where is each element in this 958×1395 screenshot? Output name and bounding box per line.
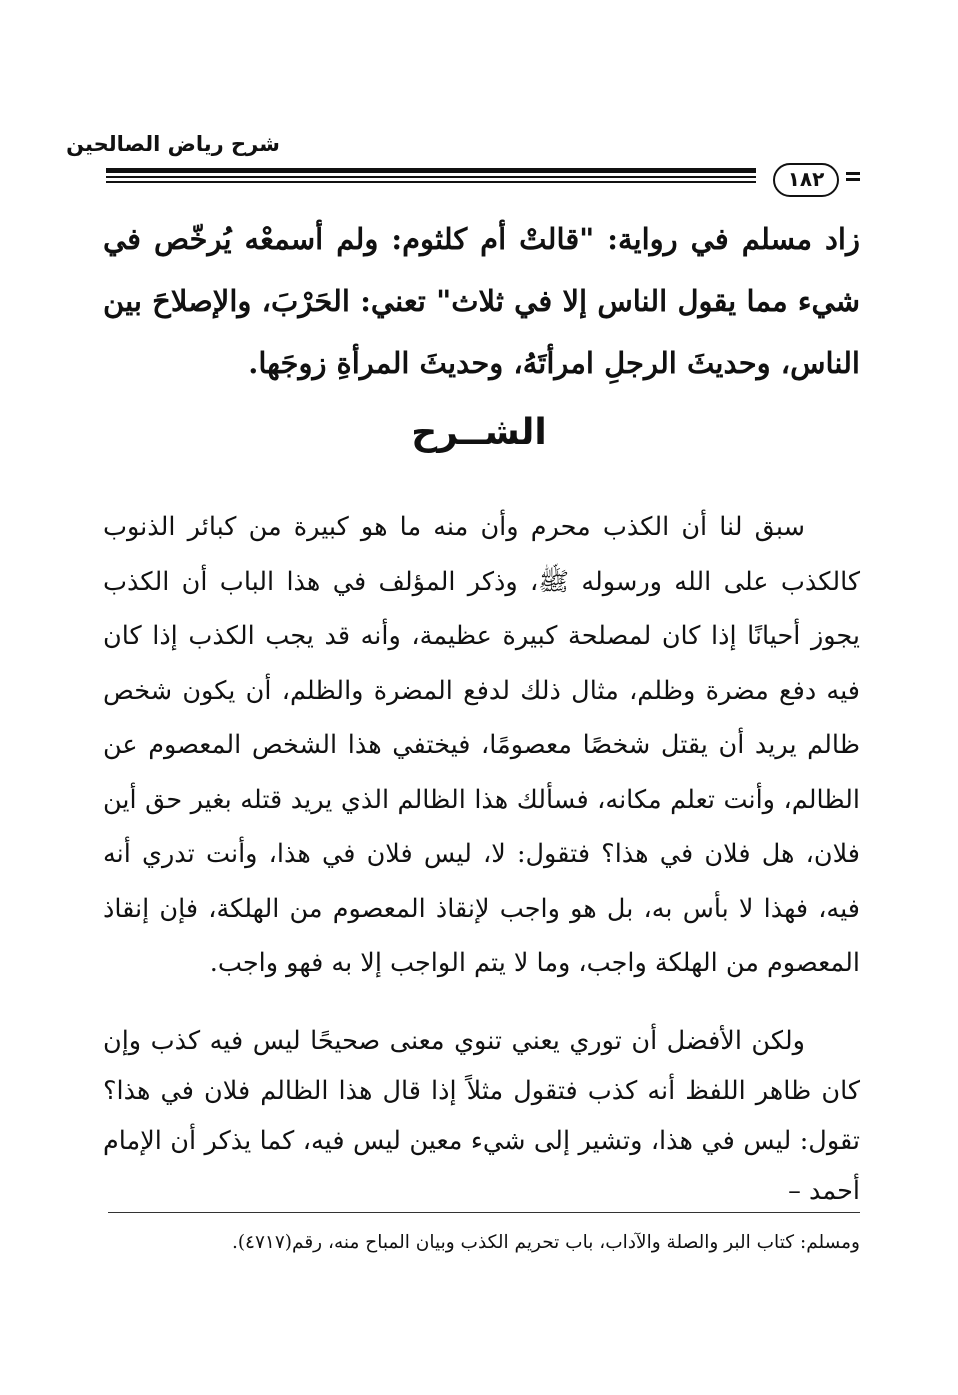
commentary-text-1: سبق لنا أن الكذب محرم وأن منه ما هو كبيرة من كبائر الذنوب كالكذب على الله ورسوله ﷺ، وذكر المؤلف في هذا الباب أن الكذب يجوز أحيانًا إذا كان لمصلحة كبيرة عظيمة، وأنه قد يجب الكذب إذا كان فيه دفع مضرة وظلم، مثال ذلك لدفع المضرة والظلم، أن يكون شخص ظالم يريد أن يقتل شخصًا معصومًا، فيختفي هذا الشخص المعصوم عن الظالم، وأنت تعلم مكانه، فسألك هذا الظالم الذي يريد قتله بغير حق أين فلان، هل فلان في هذا؟ فتقول: لا، ليس فلان في هذا، وأنت تدري أنه فيه، فهذا لا بأس به، بل هو واجب لإنقاذ المعصوم من الهلكة، فإن إنقاذ المعصوم من الهلكة واجب، وما لا يتم الواجب إلا به فهو واجب. [103,512,860,978]
page-number-badge: ١٨٢ [773,163,839,197]
hadith-paragraph: زاد مسلم في رواية: "قالتْ أم كلثوم: ولم أسمعْه يُرخّص في شيء مما يقول الناس إلا في ثلاث" تعني: الحَرْبَ، والإصلاحَ بين الناس، وحديثَ الرجلِ امرأتَهُ، وحديثَ المرأةِ زوجَها. [103,222,860,380]
section-heading: الشــرح [411,412,547,453]
header-rule [106,168,756,189]
running-header-title: شرح رياض الصالحين [66,132,280,156]
footnote-divider [108,1212,860,1213]
commentary-paragraph-1 [103,500,860,991]
footnote: ومسلم: كتاب البر والصلة والآداب، باب تحريم الكذب وبيان المباح منه، رقم(٤٧١٧). [231,1232,860,1253]
header-marker-icon [846,172,860,186]
hadith-text [103,208,860,394]
commentary-text-2: ولكن الأفضل أن توري يعني تنوي معنى صحيحًا ليس فيه كذب وإن كان ظاهر اللفظ أنه كذب فتقول مثلاً إذا قال هذا الظالم فلان في هذا؟ تقول: ليس في هذا، وتشير إلى شيء معين ليس فيه، كما يذكر أن الإمام أحمد – [103,1026,860,1206]
commentary-paragraph-2 [103,1016,860,1216]
